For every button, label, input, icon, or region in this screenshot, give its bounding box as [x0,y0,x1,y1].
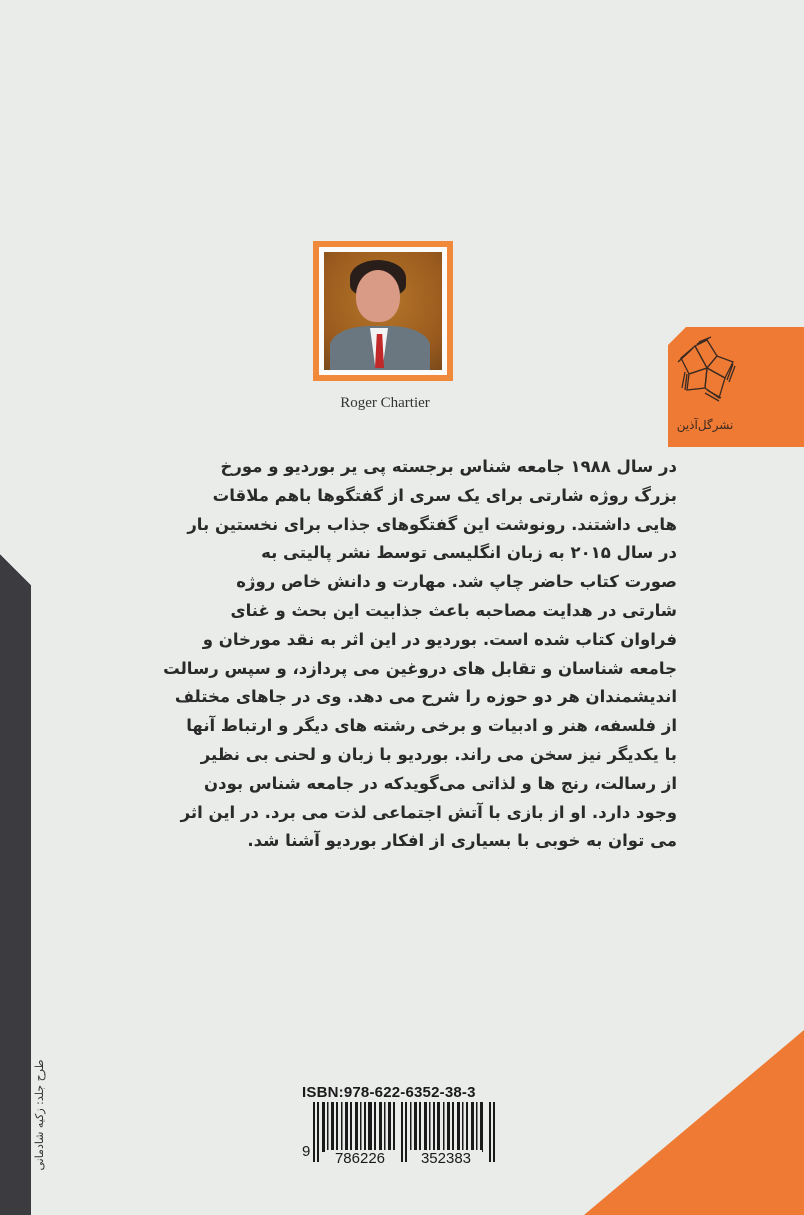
blurb-line: فراوان کتاب شده است. بوردیو در این اثر به نقد مورخان و [202,629,677,649]
spine-bevel [0,554,31,585]
isbn-label: ISBN:978-622-6352-38-3 [302,1084,476,1101]
blurb-line: اندیشمندان هر دو حوزه را شرح می دهد. وی در جاهای مختلف [174,687,677,707]
cover-design-credit: طرح جلد: زکیه شادمانی [33,1059,46,1171]
book-spine-strip [0,585,31,1215]
author-photo [324,252,442,370]
barcode-right-digits: 352383 [410,1150,482,1167]
blurb-line: در سال ۱۹۸۸ جامعه شناس برجسته پی یر بوردیو و مورخ [220,457,677,476]
blurb-line: هایی داشتند. رونوشت این گفتگوهای جذاب برای نخستین بار [187,514,677,534]
blurb-line: شارتی در هدایت مصاحبه باعث جذابیت این بحث و غنای [230,600,677,620]
photo-face [356,270,400,322]
publisher-name: نشرگل‌آذین [676,418,734,432]
author-portrait-frame [313,241,453,381]
publisher-logo-icon [677,336,737,406]
blurb-text [124,453,677,856]
blurb-line: جامعه شناسان و تقابل های دروغین می پردازد، و سپس رسالت [163,658,677,678]
blurb-line: از فلسفه، هنر و ادبیات و برخی رشته های دیگر و ارتباط آنها [186,716,677,736]
blurb-line: با یکدیگر نیز سخن می راند. بوردیو با زبان و لحنی بی نظیر [200,744,677,764]
author-caption: Roger Chartier [340,395,430,411]
barcode-lead-digit: 9 [302,1143,311,1160]
blurb-line: از رسالت، رنج ها و لذاتی می‌گویدکه در جامعه شناس بودن [204,773,677,793]
blurb-line: صورت کتاب حاضر چاپ شد. مهارت و دانش خاص روژه [236,572,677,592]
orange-corner-accent [584,1030,804,1215]
blurb-line: وجود دارد. او از بازی با آتش اجتماعی لذت می برد. در این اثر [180,802,677,822]
blurb-line: می توان به خوبی با بسیاری از افکار بوردیو آشنا شد. [247,831,677,851]
barcode-left-digits: 786226 [325,1150,395,1167]
blurb-line: در سال ۲۰۱۵ به زبان انگلیسی توسط نشر پالیتی به [261,543,677,563]
portrait-mat [319,247,447,375]
blurb-line: بزرگ روژه شارتی برای یک سری از گفتگوها باهم ملاقات [212,485,677,505]
